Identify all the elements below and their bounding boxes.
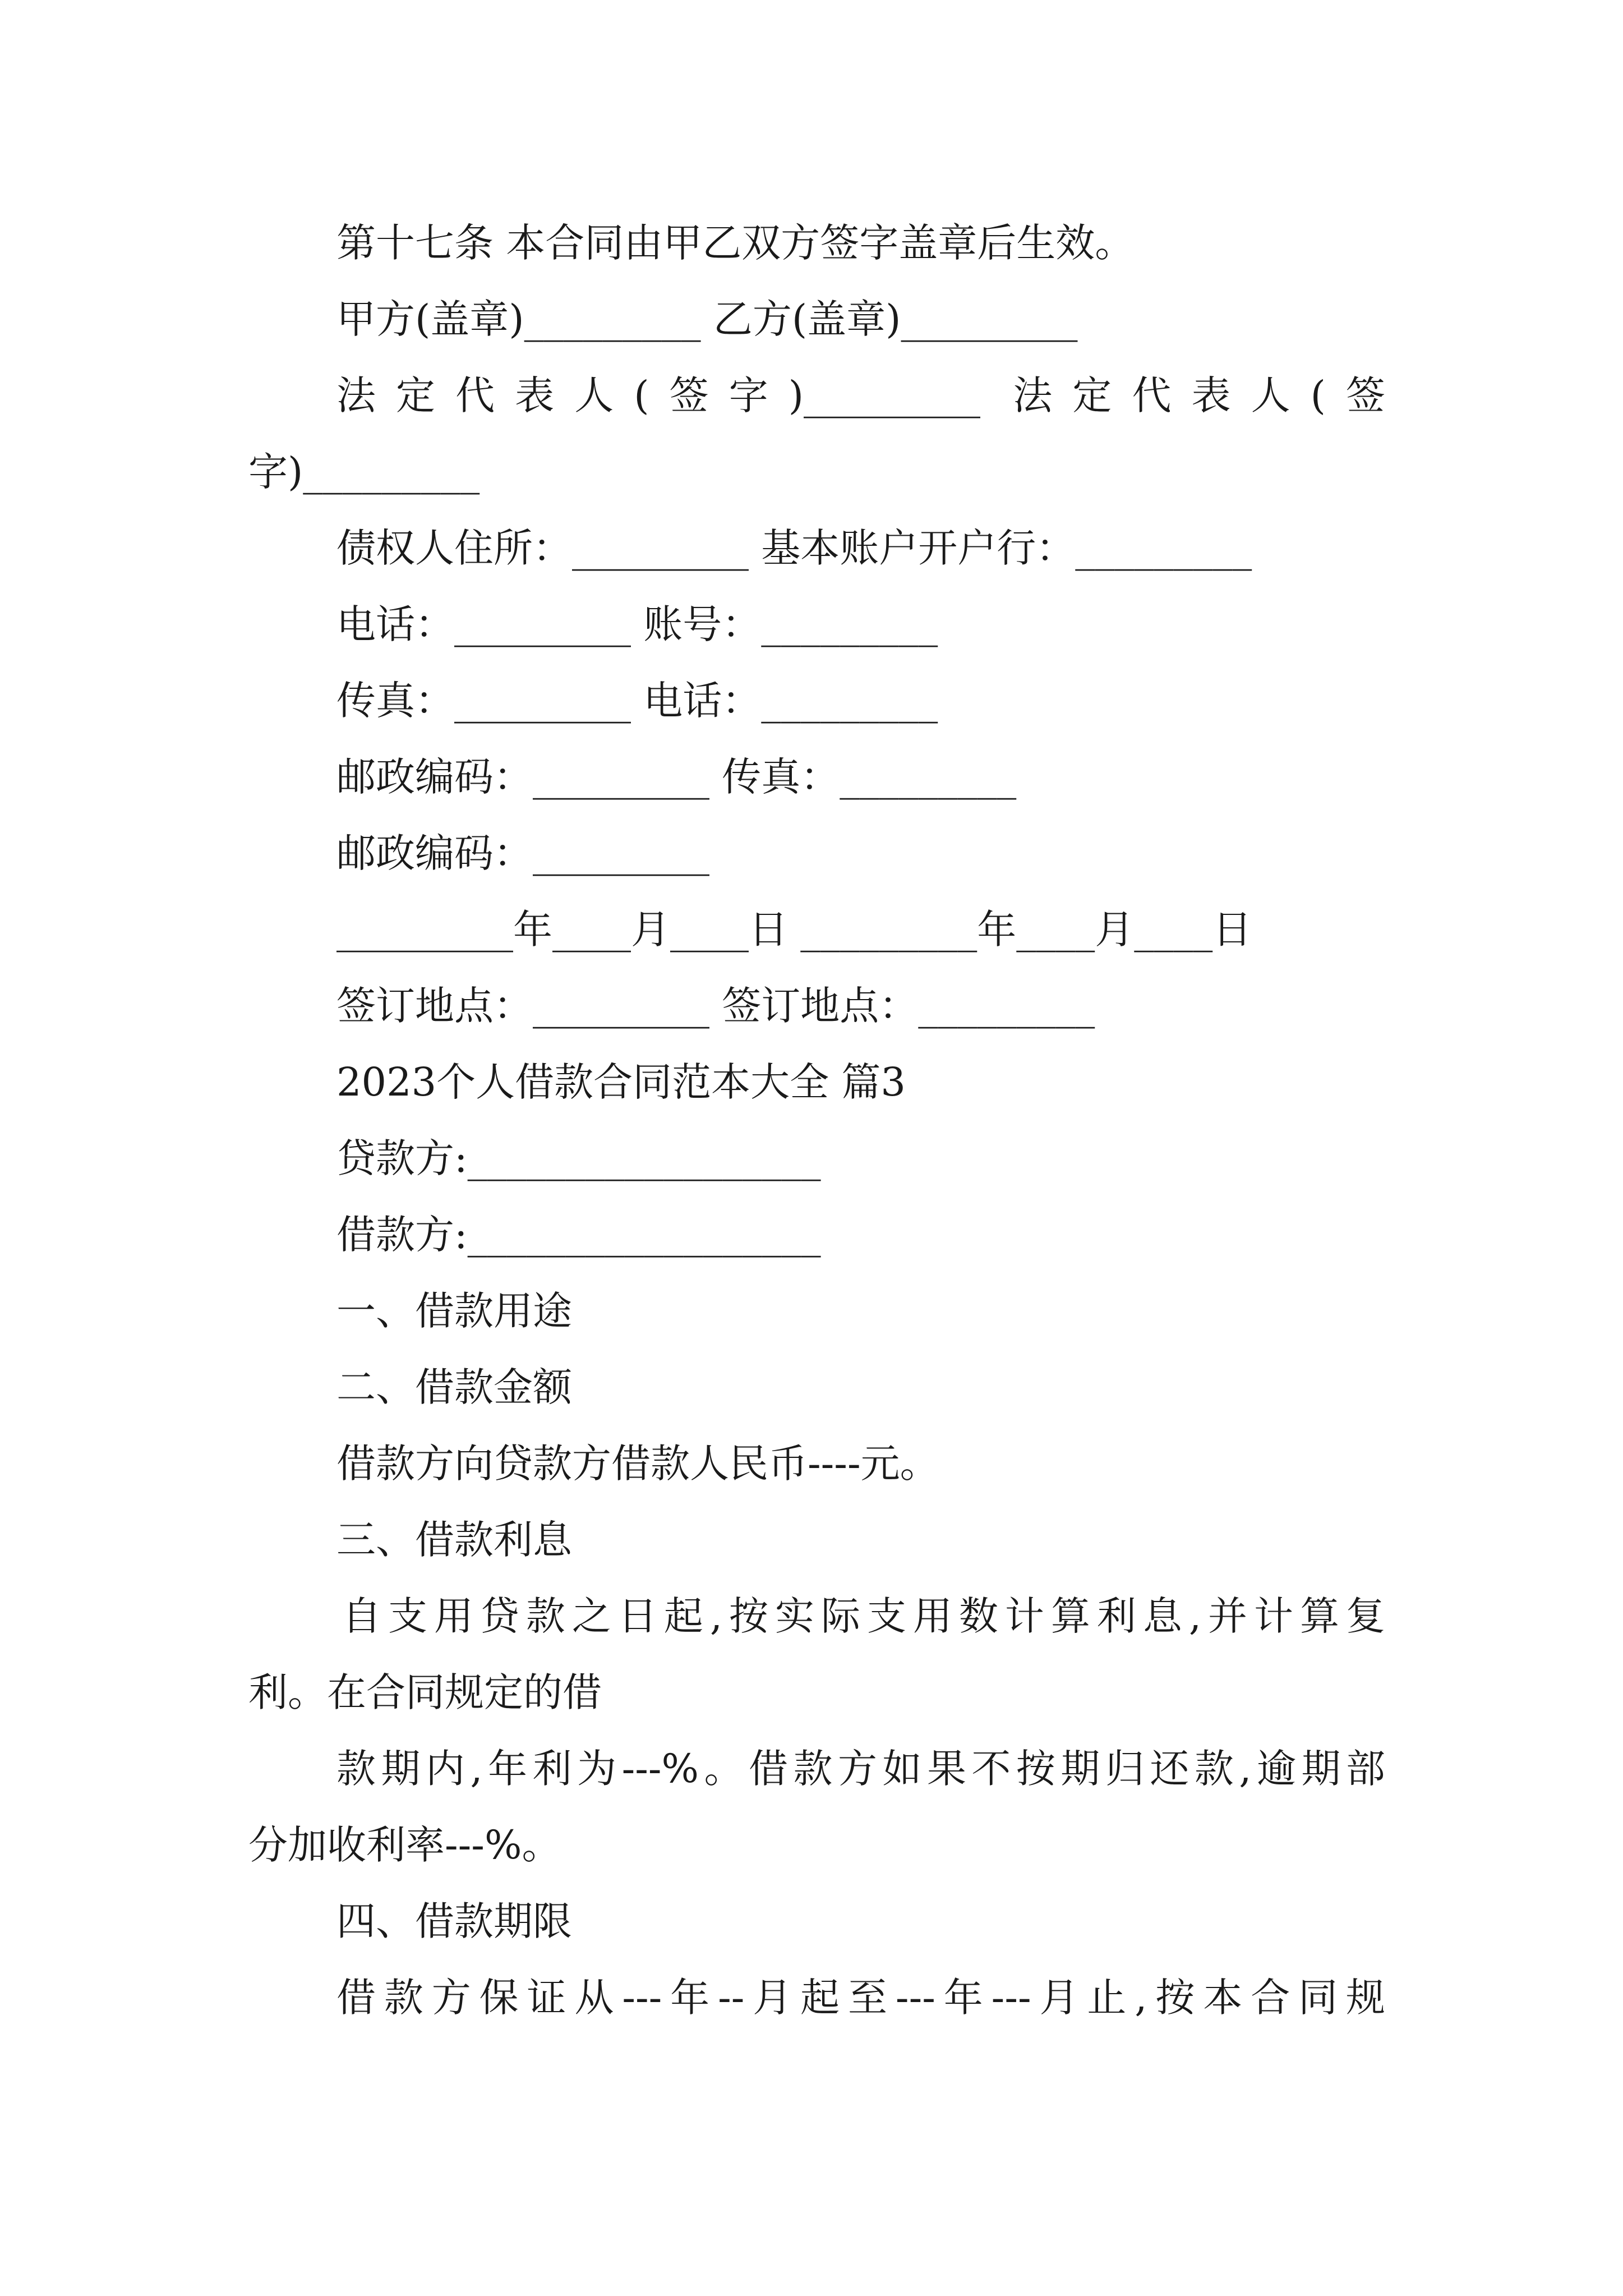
interest-text-4: 分加收利率---%。	[248, 1822, 561, 1868]
loan-term-text: 借款方保证从---年--月起至---年---月止,按本合同规	[336, 1975, 1385, 2021]
signing-place-line: 签订地点：_________ 签订地点：_________	[336, 983, 1095, 1029]
interest-text-3: 款期内,年利为---%。借款方如果不按期归还款,逾期部	[336, 1746, 1385, 1792]
postcode-fax-line: 邮政编码：_________ 传真：_________	[336, 754, 1017, 800]
legal-rep-line-cont: 字)_________	[248, 449, 480, 495]
section-title: 2023个人借款合同范本大全 篇3	[336, 1059, 906, 1105]
phone-account-line: 电话：_________ 账号：_________	[336, 601, 938, 647]
heading-loan-amount: 二、借款金额	[336, 1364, 572, 1410]
postcode-line: 邮政编码：_________	[336, 830, 709, 876]
heading-loan-term: 四、借款期限	[336, 1898, 572, 1944]
interest-text-2: 利。在合同规定的借	[248, 1669, 602, 1715]
legal-rep-line: 法定代表人(签字)_________ 法定代表人(签	[336, 372, 1385, 418]
article-17-text: 第十七条 本合同由甲乙双方签字盖章后生效。	[336, 220, 1135, 266]
interest-text-1: 自支用贷款之日起,按实际支用数计算利息,并计算复	[342, 1593, 1385, 1639]
creditor-address-line: 债权人住所：_________ 基本账户开户行：_________	[336, 525, 1252, 571]
fax-phone-line: 传真：_________ 电话：_________	[336, 678, 938, 724]
borrower-line: 借款方:__________________	[336, 1212, 821, 1258]
heading-loan-purpose: 一、借款用途	[336, 1288, 572, 1334]
heading-loan-interest: 三、借款利息	[336, 1517, 572, 1563]
seal-line: 甲方(盖章)_________ 乙方(盖章)_________	[336, 296, 1078, 342]
date-line: _________年____月____日 _________年____月____日	[336, 907, 1252, 953]
loan-amount-text: 借款方向贷款方借款人民币----元。	[336, 1441, 939, 1487]
lender-line: 贷款方:__________________	[336, 1135, 821, 1181]
